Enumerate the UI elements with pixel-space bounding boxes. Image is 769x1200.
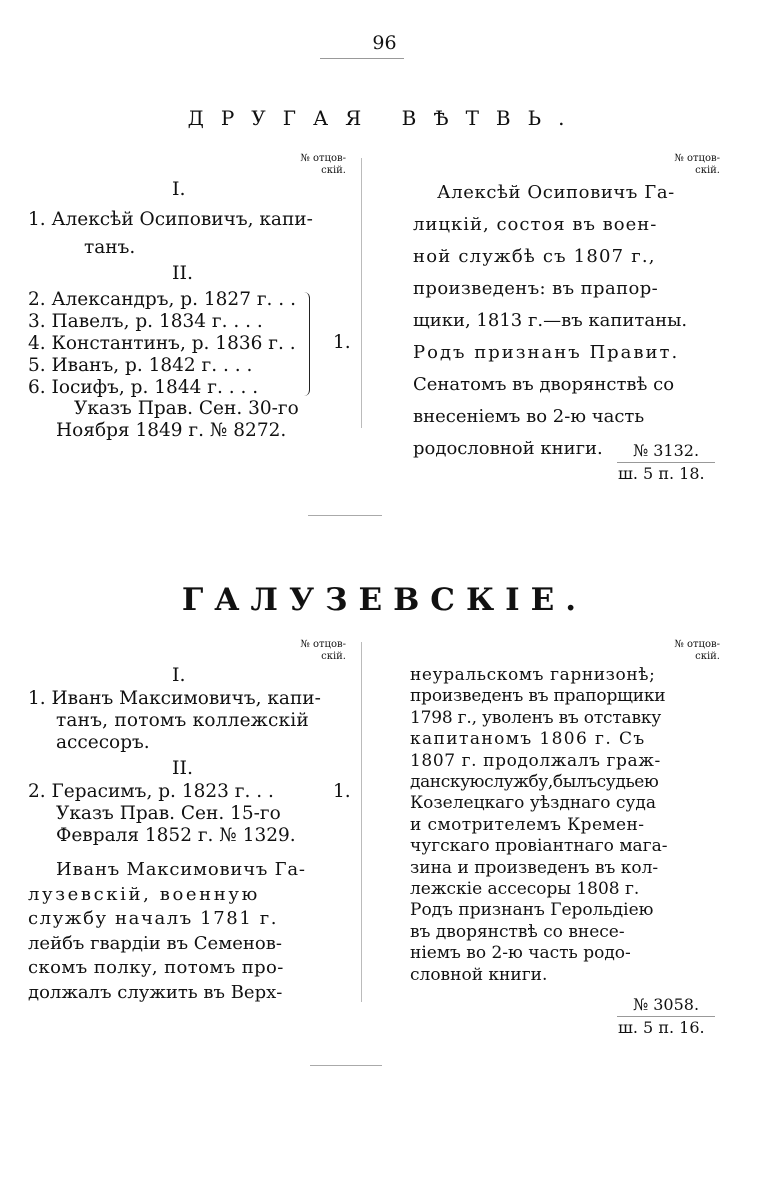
section2-left-text: Иванъ Максимовичъ Га- лузевскій, военную службу началъ 1781 г. лейбъ гвардіи въ Семенов- скомъ полку, потомъ про- должалъ служить въ Верх- — [28, 859, 306, 1003]
section2-column-divider — [361, 642, 362, 1002]
list-item: 2. Александръ, р. 1827 г. . . — [28, 289, 296, 310]
footer-rule — [310, 1065, 382, 1066]
section1-reference-number: № 3132. — [633, 441, 700, 460]
section1-column-divider — [361, 158, 362, 428]
section2-heading: ГАЛУЗЕВСКІЕ. — [181, 582, 588, 618]
section-divider — [308, 515, 382, 516]
header-rule — [320, 58, 404, 59]
list-item: 3. Павелъ, р. 1834 г. . . . — [28, 311, 263, 332]
section1-reference-rule — [617, 462, 715, 463]
section2-generation-2: II. — [172, 757, 194, 779]
section2-decree: Указъ Прав. Сен. 15-го Февраля 1852 г. № 1329. — [56, 803, 296, 846]
section2-entry-2: 2. Герасимъ, р. 1823 г. . . — [28, 781, 274, 802]
section1-right-text: Алексѣй Осиповичъ Га- лицкій, состоя въ воен- ной службѣ съ 1807 г., произведенъ: въ прапор- щики, 1813 г.—въ капитаны. Родъ признанъ Правит. Сенатомъ въ дворянствѣ со внесеніемъ во 2-ю часть родословной книги. — [413, 182, 688, 459]
section1-entry-1: 1. Алексѣй Осиповичъ, капи- танъ. — [28, 209, 313, 258]
section1-generation-1: I. — [172, 178, 186, 200]
section1-children-list — [28, 289, 296, 399]
section1-heading: ДРУГАЯ ВѢТВЬ. — [187, 106, 582, 130]
section1-father-number: 1. — [333, 332, 351, 353]
section2-col-header-right: № отцов- скій. — [674, 639, 720, 662]
section1-col-header-right: № отцов- скій. — [674, 153, 720, 176]
list-item: 5. Иванъ, р. 1842 г. . . . — [28, 355, 253, 376]
section1-generation-2: II. — [172, 262, 194, 284]
section1-decree: Указъ Прав. Сен. 30-го Ноября 1849 г. № 8272. — [56, 398, 299, 441]
section1-reference-location: ш. 5 п. 18. — [618, 464, 705, 483]
section2-reference-number: № 3058. — [633, 995, 700, 1014]
list-item: 6. Іосифъ, р. 1844 г. . . . — [28, 377, 259, 398]
section1-col-header-left: № отцов- скій. — [300, 153, 346, 176]
section2-entry-1: 1. Иванъ Максимовичъ, капи- танъ, потомъ коллежскій ассесоръ. — [28, 688, 321, 753]
section2-father-number: 1. — [333, 781, 351, 802]
list-item: 4. Константинъ, р. 1836 г. . — [28, 333, 296, 354]
section2-reference-rule — [617, 1016, 715, 1017]
section1-bracket — [304, 292, 310, 396]
page-number: 96 — [372, 32, 397, 54]
section2-generation-1: I. — [172, 664, 186, 686]
section2-col-header-left: № отцов- скій. — [300, 639, 346, 662]
section2-reference-location: ш. 5 п. 16. — [618, 1018, 705, 1037]
section2-right-text: неуральскомъ гарнизонѣ; произведенъ въ прапорщики 1798 г., уволенъ въ отставку капитаномъ 1806 г. Съ 1807 г. продолжалъ граж- данскуюслужбу,былъсудьею Козелецкаго уѣзднаго суда и смотрителемъ Кремен- чугскаго провіантнаго мага- зина и произведенъ въ кол- лежскіе ассесоры 1808 г. Родъ признанъ Герольдіею въ дворянствѣ со внесе- ніемъ во 2-ю часть родо- словной книги. — [410, 665, 668, 985]
